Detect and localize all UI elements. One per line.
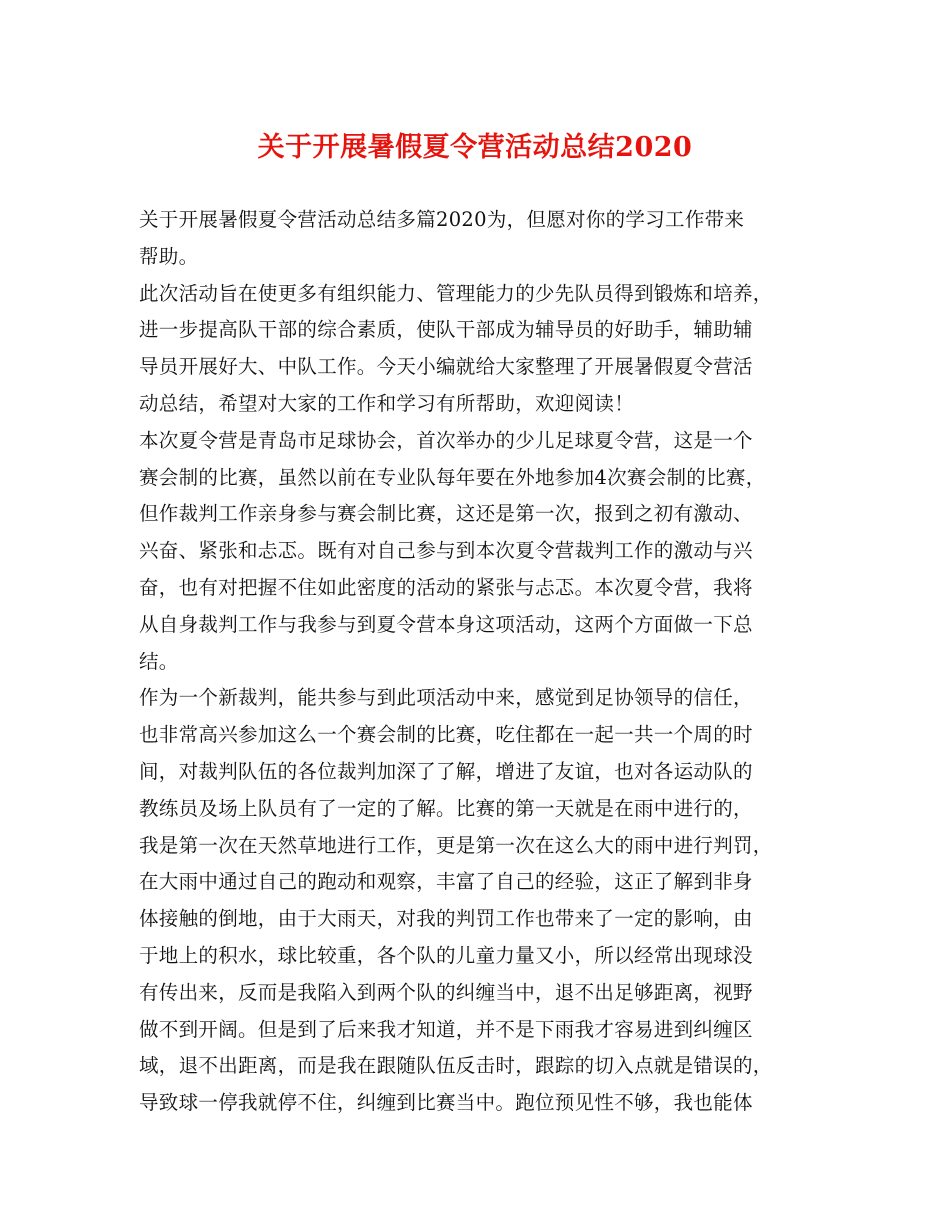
text-line: 有传出来，反而是我陷入到两个队的纠缠当中，退不出足够距离，视野 [139,980,753,1004]
text-line: 教练员及场上队员有了一定的了解。比赛的第一天就是在雨中进行的， [139,796,753,820]
text-line: 本次夏令营是青岛市足球协会，首次举办的少儿足球夏令营，这是一个 [139,428,753,452]
text-line: 做不到开阔。但是到了后来我才知道，并不是下雨我才容易进到纠缠区 [139,1017,753,1041]
text-line: 导员开展好大、中队工作。今天小编就给大家整理了开展暑假夏令营活 [139,355,753,379]
text-line: 间，对裁判队伍的各位裁判加深了了解，增进了友谊，也对各运动队的 [139,759,753,783]
text-line: 兴奋、紧张和忐忑。既有对自己参与到本次夏令营裁判工作的激动与兴 [139,539,753,563]
document-body [139,202,819,1122]
text-line: 体接触的倒地，由于大雨天，对我的判罚工作也带来了一定的影响，由 [139,907,753,931]
text-line: 从自身裁判工作与我参与到夏令营本身这项活动，这两个方面做一下总 [139,612,753,636]
text-line: 也非常高兴参加这么一个赛会制的比赛，吃住都在一起一共一个周的时 [139,723,753,747]
text-line: 奋，也有对把握不住如此密度的活动的紧张与忐忑。本次夏令营，我将 [139,575,753,599]
text-line: 我是第一次在天然草地进行工作，更是第一次在这么大的雨中进行判罚， [139,833,773,857]
text-line: 导致球一停我就停不住，纠缠到比赛当中。跑位预见性不够，我也能体 [139,1091,753,1115]
text-line: 动总结，希望对大家的工作和学习有所帮助，欢迎阅读！ [139,391,635,415]
text-line: 关于开展暑假夏令营活动总结多篇2020为，但愿对你的学习工作带来 [139,208,745,231]
text-line: 域，退不出距离，而是我在跟随队伍反击时，跟踪的切入点就是错误的， [139,1054,773,1078]
document-title: 关于开展暑假夏令营活动总结2020 [257,132,693,163]
text-line: 帮助。 [139,244,199,268]
text-line: 进一步提高队干部的综合素质，使队干部成为辅导员的好助手，辅助辅 [139,318,753,342]
text-line: 结。 [139,649,179,673]
text-line: 但作裁判工作亲身参与赛会制比赛，这还是第一次，报到之初有激动、 [139,502,753,526]
text-line: 于地上的积水，球比较重，各个队的儿童力量又小，所以经常出现球没 [139,943,753,967]
text-line: 在大雨中通过自己的跑动和观察，丰富了自己的经验，这正了解到非身 [139,870,753,894]
text-line: 赛会制的比赛，虽然以前在专业队每年要在外地参加4次赛会制的比赛， [139,465,766,489]
text-line: 此次活动旨在使更多有组织能力、管理能力的少先队员得到锻炼和培养， [139,281,773,305]
text-line: 作为一个新裁判，能共参与到此项活动中来，感觉到足协领导的信任， [139,686,753,710]
